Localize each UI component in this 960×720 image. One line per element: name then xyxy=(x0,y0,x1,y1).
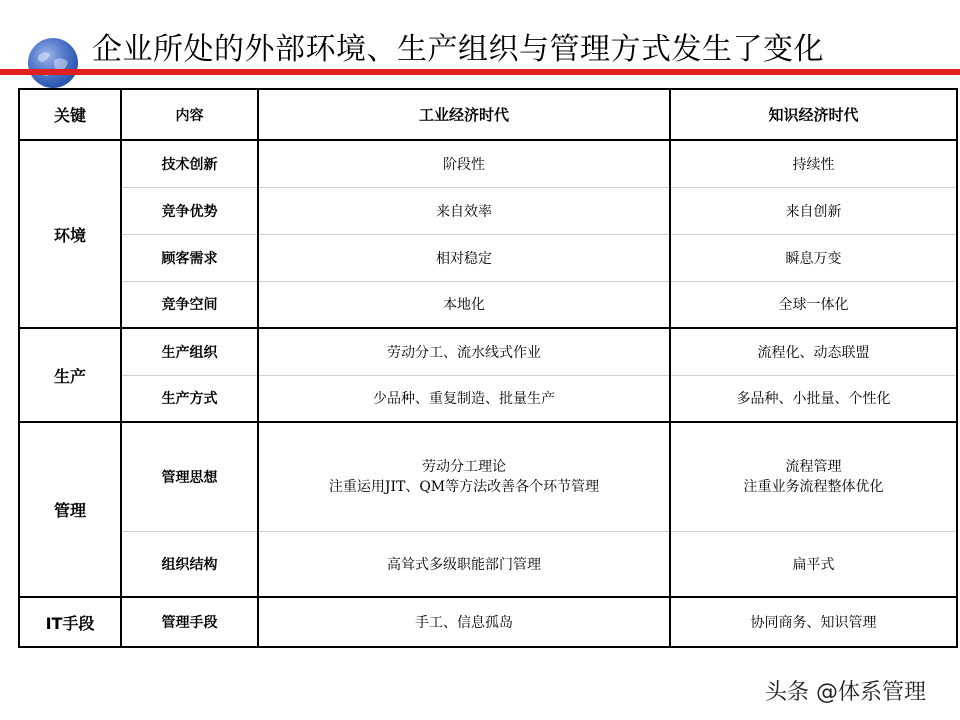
header-knowledge: 知识经济时代 xyxy=(670,89,957,140)
table-row xyxy=(19,234,957,281)
page-title: 企业所处的外部环境、生产组织与管理方式发生了变化 xyxy=(92,32,824,67)
industrial-cell: 劳动分工、流水线式作业 xyxy=(258,328,670,375)
item-cell: 组织结构 xyxy=(121,531,258,597)
industrial-cell: 阶段性 xyxy=(258,140,670,187)
item-cell: 竞争优势 xyxy=(121,187,258,234)
title-divider xyxy=(0,69,960,75)
item-cell: 管理思想 xyxy=(121,422,258,531)
knowledge-cell: 协同商务、知识管理 xyxy=(670,597,957,647)
item-cell: 竞争空间 xyxy=(121,281,258,328)
knowledge-cell: 持续性 xyxy=(670,140,957,187)
industrial-cell: 来自效率 xyxy=(258,187,670,234)
item-cell: 技术创新 xyxy=(121,140,258,187)
knowledge-cell: 来自创新 xyxy=(670,187,957,234)
header-content: 内容 xyxy=(121,89,258,140)
industrial-cell: 本地化 xyxy=(258,281,670,328)
industrial-line: 注重运用JIT、QM等方法改善各个环节管理 xyxy=(328,478,600,495)
knowledge-cell xyxy=(670,422,957,531)
industrial-cell: 少品种、重复制造、批量生产 xyxy=(258,375,670,422)
category-cell: 环境 xyxy=(19,140,121,328)
table-row xyxy=(19,375,957,422)
table-row xyxy=(19,140,957,187)
item-cell: 生产组织 xyxy=(121,328,258,375)
item-cell: 管理手段 xyxy=(121,597,258,647)
category-cell: IT手段 xyxy=(19,597,121,647)
category-cell: 管理 xyxy=(19,422,121,597)
table-row xyxy=(19,328,957,375)
table-row xyxy=(19,422,957,531)
table-row xyxy=(19,187,957,234)
knowledge-line: 流程管理 xyxy=(785,458,842,475)
item-cell: 顾客需求 xyxy=(121,234,258,281)
knowledge-cell: 多品种、小批量、个性化 xyxy=(670,375,957,422)
header-industrial: 工业经济时代 xyxy=(258,89,670,140)
globe-logo-icon xyxy=(28,38,78,88)
watermark: 头条 @体系管理 xyxy=(765,680,926,705)
category-cell: 生产 xyxy=(19,328,121,422)
table-row xyxy=(19,531,957,597)
knowledge-line: 注重业务流程整体优化 xyxy=(743,478,884,495)
industrial-cell: 相对稳定 xyxy=(258,234,670,281)
comparison-table xyxy=(18,88,958,648)
knowledge-cell: 流程化、动态联盟 xyxy=(670,328,957,375)
table-header-row xyxy=(19,89,957,140)
knowledge-cell: 扁平式 xyxy=(670,531,957,597)
table-row xyxy=(19,281,957,328)
industrial-line: 劳动分工理论 xyxy=(422,458,506,475)
industrial-cell xyxy=(258,422,670,531)
industrial-cell: 手工、信息孤岛 xyxy=(258,597,670,647)
item-cell: 生产方式 xyxy=(121,375,258,422)
knowledge-cell: 瞬息万变 xyxy=(670,234,957,281)
header-key: 关键 xyxy=(19,89,121,140)
table-row xyxy=(19,597,957,647)
knowledge-cell: 全球一体化 xyxy=(670,281,957,328)
industrial-cell: 高耸式多级职能部门管理 xyxy=(258,531,670,597)
